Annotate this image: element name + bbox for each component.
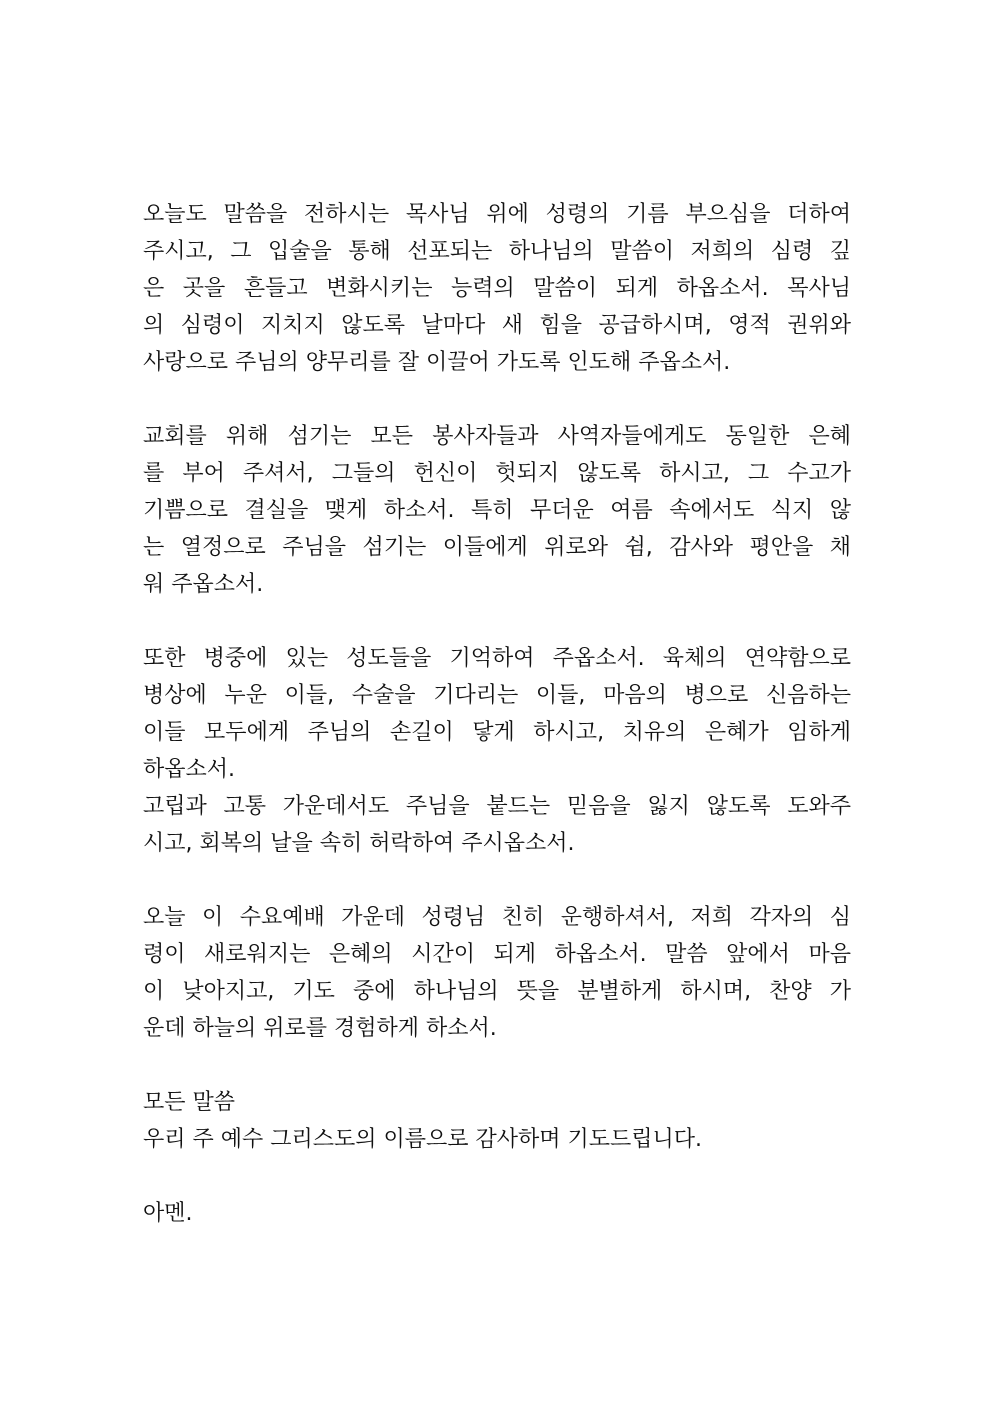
text-line: 기쁨으로 결실을 맺게 하소서. 특히 무더운 여름 속에서도 식지 않	[143, 498, 851, 523]
text-line: 병상에 누운 이들, 수술을 기다리는 이들, 마음의 병으로 신음하는	[143, 683, 851, 708]
text-line: 시고, 회복의 날을 속히 허락하여 주시옵소서.	[143, 831, 575, 856]
text-line: 은 곳을 흔들고 변화시키는 능력의 말씀이 되게 하옵소서. 목사님	[143, 276, 851, 301]
text-line: 아멘.	[143, 1201, 193, 1226]
text-line: 우리 주 예수 그리스도의 이름으로 감사하며 기도드립니다.	[143, 1127, 703, 1152]
paragraph-servants	[143, 418, 851, 603]
text-line: 모든 말씀	[143, 1090, 236, 1115]
text-line: 고립과 고통 가운데서도 주님을 붙드는 믿음을 잃지 않도록 도와주	[143, 794, 851, 819]
text-line: 주시고, 그 입술을 통해 선포되는 하나님의 말씀이 저희의 심령 깊	[143, 239, 851, 264]
text-line: 를 부어 주셔서, 그들의 헌신이 헛되지 않도록 하시고, 그 수고가	[143, 461, 851, 486]
text-line: 령이 새로워지는 은혜의 시간이 되게 하옵소서. 말씀 앞에서 마음	[143, 942, 851, 967]
text-line: 오늘도 말씀을 전하시는 목사님 위에 성령의 기름 부으심을 더하여	[143, 202, 851, 227]
paragraph-pastor	[143, 196, 851, 381]
text-line: 교회를 위해 섬기는 모든 봉사자들과 사역자들에게도 동일한 은혜	[143, 424, 851, 449]
text-line: 는 열정으로 주님을 섬기는 이들에게 위로와 쉼, 감사와 평안을 채	[143, 535, 851, 560]
text-line: 또한 병중에 있는 성도들을 기억하여 주옵소서. 육체의 연약함으로	[143, 646, 851, 671]
paragraph-worship	[143, 899, 851, 1047]
text-line: 의 심령이 지치지 않도록 날마다 새 힘을 공급하시며, 영적 권위와	[143, 313, 851, 338]
document-body	[143, 196, 851, 1232]
text-line: 운데 하늘의 위로를 경험하게 하소서.	[143, 1016, 497, 1041]
text-line: 오늘 이 수요예배 가운데 성령님 친히 운행하셔서, 저희 각자의 심	[143, 905, 851, 930]
text-line: 사랑으로 주님의 양무리를 잘 이끌어 가도록 인도해 주옵소서.	[143, 350, 731, 375]
paragraph-amen	[143, 1195, 851, 1232]
paragraph-closing	[143, 1084, 851, 1158]
text-line: 워 주옵소서.	[143, 572, 264, 597]
text-line: 이들 모두에게 주님의 손길이 닿게 하시고, 치유의 은혜가 임하게	[143, 720, 851, 745]
text-line: 이 낮아지고, 기도 중에 하나님의 뜻을 분별하게 하시며, 찬양 가	[143, 979, 851, 1004]
text-line: 하옵소서.	[143, 757, 236, 782]
paragraph-sick	[143, 640, 851, 862]
